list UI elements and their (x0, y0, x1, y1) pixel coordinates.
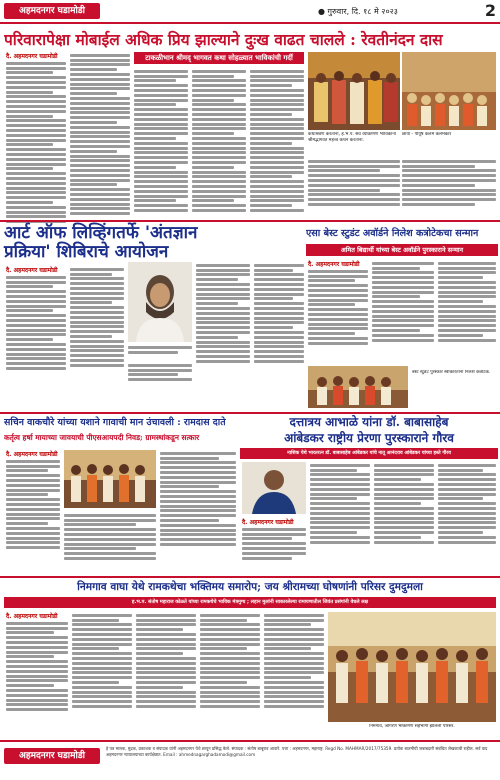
story6-text-col1 (6, 620, 68, 736)
page-footer (0, 740, 500, 780)
story5-subbar: नाशिक येथे भारतरत्न डॉ. बाबासाहेब आंबेडकर यांचे नातू आनंदराव आंबेडकर यांच्या हस्ते गौरव (240, 448, 498, 459)
page-number: 2 (484, 1, 496, 20)
story3-photo (308, 366, 408, 408)
story5-text-col1 (242, 526, 306, 572)
story4-byline: दै. अहमदनगर घडामोडी (6, 451, 58, 458)
story5-headline (240, 414, 498, 446)
story3-subbar: अमित बिद्यार्थी यांच्या बेस्ट अवॉर्डने पुरस्काराने सन्मान (306, 244, 498, 256)
story1-text-col7 (402, 158, 496, 214)
story5-text-col4 (438, 462, 496, 572)
story5-byline: दै. अहमदनगर घडामोडी (242, 519, 294, 526)
story2-headline-line1: आर्ट ऑफ लिव्हिंगतर्फे 'अंतज्ञान (4, 223, 198, 243)
story4-subhead: कर्तृत्व हर्षा मायाच्या जावयाची पीएसआयपदी निवड; ग्रामस्थांकडून सत्कार (4, 433, 200, 442)
story5-portrait (242, 462, 306, 514)
dateline: ● गुरुवार, दि. १८ मे २०२३ (318, 7, 398, 16)
caption-c1: कथाश्रवण करताना, ह.भ.प. सर्व व्यक्तिगण भाविकांना श्रीमद्भागवत महत्त्व कथन करताना. (308, 132, 397, 143)
story3-headline: एसा बेस्ट स्टुडंट अवॉर्डने निलेश कत्रोटेकचा सन्मान (306, 228, 479, 239)
story3-byline: दै. अहमदनगर घडामोडी (308, 261, 360, 268)
story1-headline: परिवारापेक्षा मोबाईल अधिक प्रिय झाल्याने दुःख वाढत चालले : रेवतीनंदन दास (4, 30, 443, 49)
caption-c2: छाया - पीयूष कलम कलमकार (402, 132, 452, 137)
story1-text-col6 (308, 158, 400, 214)
story6-text-col4 (200, 612, 260, 736)
page-header (0, 0, 500, 24)
story2-text-col5 (254, 262, 304, 392)
story2-headline-line2: प्रक्रिया' शिबिराचे आयोजन (4, 242, 169, 262)
story3-text-col1 (308, 268, 368, 364)
story6-text-col3 (136, 612, 196, 736)
story5-text-col3 (374, 462, 434, 572)
story4-photo (64, 450, 156, 508)
caption-c3: बेस्ट स्टुडंट पुरस्कार स्वीकारताना निलेश कत्रोटेक. (412, 370, 491, 375)
story2-byline: दै. अहमदनगर घडामोडी (6, 267, 58, 274)
story4-text-col3 (160, 450, 236, 572)
section-divider-1 (0, 220, 500, 222)
footer-imprint: हे पत्र मालक, मुद्रक, प्रकाशक व संपादक यांनी अहमदनगर येथे छापून प्रसिद्ध केले. संपादक : संतोष बाबूराव आवारे. पत्ता : अहमदनगर, महाराष्ट्र. Regd No. MAHMAR/2017/75359. प्रत्येक बातमीची जबाबदारी संबंधित लेखकाची राहील. सर्व वाद अहमदनगर न्यायालयाच्या कार्यक्षेत्रात. Email : ahmednagarghadamodi@gmail.com (106, 746, 488, 757)
story5-text-col2 (310, 462, 370, 572)
story3-text-col2 (372, 260, 434, 364)
story1-photo-audience (402, 52, 496, 130)
story1-byline: दै. अहमदनगर घडामोडी (6, 53, 58, 60)
story2-text-col4 (196, 262, 250, 392)
story3-text-col3 (438, 260, 496, 364)
story6-photo (328, 612, 496, 722)
story6-headline: निमगाव वाघा येथे रामकथेचा भक्तिमय समारोप; जय श्रीरामच्या घोषणांनी परिसर दुमदुमला (77, 581, 423, 593)
caption-c4: निमगाव, जागरण भक्तिगण सहभागी झालेली परिसर. (369, 724, 455, 729)
footer-brand: अहमदनगर घडामोडी (4, 748, 100, 764)
story2-portrait (128, 262, 192, 342)
story4-text-col1 (6, 458, 60, 572)
story1-text-col5 (250, 68, 304, 250)
story2-text-col1 (6, 274, 66, 392)
story2-portrait-caption (128, 344, 192, 360)
story6-byline: दै. अहमदनगर घडामोडी (6, 613, 58, 620)
story2-text-col3 (128, 362, 192, 392)
story1-banner: टाकळीभान श्रीमद् भागवत कथा सोहळ्यात भाविकांची गर्दी (134, 52, 304, 64)
story6-text-col2 (72, 612, 132, 736)
story1-text-col4 (192, 68, 246, 250)
section-divider-3 (0, 576, 500, 578)
story6-subbar: ह.भ.प. संतोष महाराज कोळते यांच्या रामकथेचे भाविक मंत्रमुग्ध ; लहान मुलांनी साकारलेल्या रामायणातील जिवंत प्रसंगांनी वेधले लक्ष (4, 597, 496, 608)
story5-headline-line1: दत्तात्रय आभाळे यांना डॉ. बाबासाहेब (289, 415, 449, 429)
masthead-logo: अहमदनगर घडामोडी (4, 3, 100, 19)
story4-headline: सचिन वाकचौरे यांच्या यशाने गावाची मान उंचावली : रामदास दाते (4, 417, 226, 428)
story1-photo-event (308, 52, 400, 130)
story6-text-col5 (264, 612, 324, 736)
story2-text-col2 (70, 266, 124, 392)
story4-text-col2 (64, 512, 156, 572)
story2-headline (4, 224, 304, 262)
story5-headline-line2: आंबेडकर राष्ट्रीय प्रेरणा पुरस्काराने गौरव (284, 431, 454, 445)
